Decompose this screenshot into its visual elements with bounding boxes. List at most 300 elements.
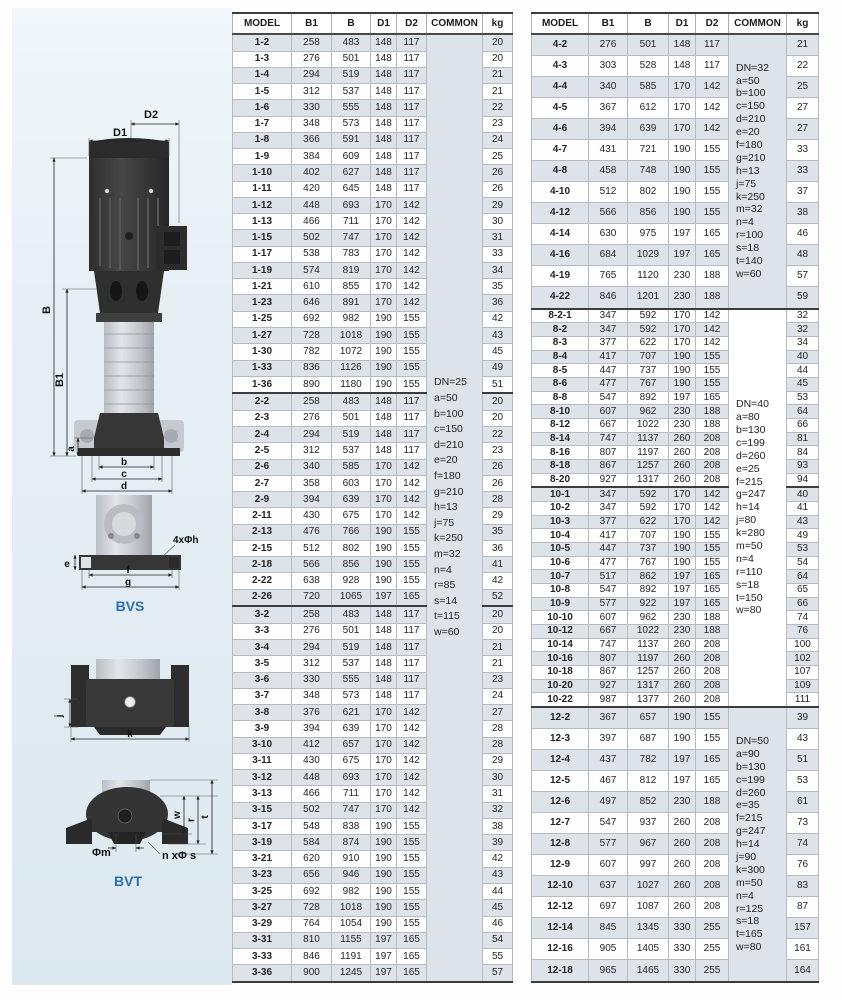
dim-cell: 657 xyxy=(332,737,371,753)
model-cell: 8-5 xyxy=(532,364,589,378)
dim-label-t: t xyxy=(200,815,211,819)
dim-cell: 764 xyxy=(292,916,332,932)
dim-cell: 190 xyxy=(371,376,397,393)
dim-cell: 1465 xyxy=(628,960,669,982)
dim-cell: 142 xyxy=(397,786,427,802)
dim-cell: 190 xyxy=(669,543,696,557)
dim-cell: 1027 xyxy=(628,876,669,897)
dim-cell: 376 xyxy=(292,705,332,721)
dim-cell: 190 xyxy=(371,540,397,556)
dim-cell: 188 xyxy=(696,266,729,287)
common-dimensions-cell: DN=25 a=50 b=100 c=150 d=210 e=20 f=180 g=210 h=13 j=75 k=250 m=32 n=4 r=85 s=14 t=115 w=60 xyxy=(427,34,483,982)
weight-cell: 25 xyxy=(483,149,513,165)
dim-cell: 458 xyxy=(589,161,628,182)
dim-cell: 260 xyxy=(669,679,696,693)
dim-cell: 148 xyxy=(371,100,397,116)
dim-cell: 483 xyxy=(332,393,371,410)
dim-cell: 1137 xyxy=(628,638,669,652)
dim-cell: 142 xyxy=(397,279,427,295)
dim-cell: 190 xyxy=(371,916,397,932)
dim-cell: 812 xyxy=(628,771,669,792)
col-header-b: B xyxy=(332,13,371,34)
model-cell: 12-18 xyxy=(532,960,589,982)
model-cell: 8-10 xyxy=(532,405,589,419)
dim-cell: 348 xyxy=(292,116,332,132)
dim-cell: 155 xyxy=(397,818,427,834)
spec-row-4-2 xyxy=(532,34,819,56)
dim-cell: 675 xyxy=(332,508,371,524)
model-cell: 3-2 xyxy=(233,606,292,623)
dim-cell: 260 xyxy=(669,876,696,897)
model-cell: 1-17 xyxy=(233,246,292,262)
dim-cell: 982 xyxy=(332,883,371,899)
dim-cell: 767 xyxy=(628,377,669,391)
dim-cell: 862 xyxy=(628,570,669,584)
dim-cell: 260 xyxy=(669,459,696,473)
dim-cell: 155 xyxy=(397,557,427,573)
weight-cell: 27 xyxy=(483,705,513,721)
dim-cell: 922 xyxy=(628,597,669,611)
weight-cell: 34 xyxy=(483,262,513,278)
col-header-kg: kg xyxy=(787,13,819,34)
dim-cell: 155 xyxy=(696,140,729,161)
dim-cell: 867 xyxy=(589,459,628,473)
dim-cell: 501 xyxy=(332,51,371,67)
weight-cell: 42 xyxy=(483,851,513,867)
dim-cell: 260 xyxy=(669,432,696,446)
dim-cell: 148 xyxy=(371,67,397,83)
dim-cell: 255 xyxy=(696,960,729,982)
model-cell: 8-6 xyxy=(532,377,589,391)
weight-cell: 21 xyxy=(483,640,513,656)
dim-cell: 117 xyxy=(397,181,427,197)
col-header-kg: kg xyxy=(483,13,513,34)
dim-cell: 538 xyxy=(292,246,332,262)
weight-cell: 43 xyxy=(787,729,819,750)
weight-cell: 40 xyxy=(787,487,819,501)
dim-cell: 891 xyxy=(332,295,371,311)
dim-cell: 483 xyxy=(332,34,371,51)
dim-cell: 165 xyxy=(696,750,729,771)
model-cell: 12-8 xyxy=(532,834,589,855)
dim-cell: 258 xyxy=(292,393,332,410)
model-cell: 8-2-1 xyxy=(532,309,589,323)
dim-cell: 230 xyxy=(669,287,696,309)
model-cell: 1-33 xyxy=(233,360,292,376)
dim-cell: 622 xyxy=(628,515,669,529)
dim-label-w: w xyxy=(172,811,183,819)
dim-cell: 190 xyxy=(371,900,397,916)
dim-label-bolts: 4xΦh xyxy=(173,535,199,546)
model-cell: 4-10 xyxy=(532,182,589,203)
dim-cell: 230 xyxy=(669,266,696,287)
dim-cell: 197 xyxy=(669,597,696,611)
dim-cell: 190 xyxy=(669,377,696,391)
dim-cell: 1120 xyxy=(628,266,669,287)
dim-cell: 927 xyxy=(589,679,628,693)
dim-cell: 260 xyxy=(669,473,696,487)
dim-cell: 208 xyxy=(696,876,729,897)
model-cell: 10-1 xyxy=(532,487,589,501)
dim-cell: 190 xyxy=(669,203,696,224)
dim-cell: 819 xyxy=(332,262,371,278)
dim-cell: 148 xyxy=(371,656,397,672)
model-cell: 1-15 xyxy=(233,230,292,246)
dim-cell: 747 xyxy=(589,432,628,446)
dim-cell: 170 xyxy=(669,487,696,501)
dim-cell: 148 xyxy=(371,132,397,148)
dim-cell: 512 xyxy=(292,540,332,556)
bvt-caption: BVT xyxy=(114,873,142,889)
dim-cell: 782 xyxy=(292,344,332,360)
model-cell: 12-16 xyxy=(532,939,589,960)
weight-cell: 38 xyxy=(483,818,513,834)
dim-cell: 170 xyxy=(371,508,397,524)
weight-cell: 33 xyxy=(483,246,513,262)
dim-cell: 190 xyxy=(669,707,696,729)
dim-cell: 294 xyxy=(292,640,332,656)
col-header-b: B xyxy=(628,13,669,34)
weight-cell: 20 xyxy=(483,623,513,639)
weight-cell: 54 xyxy=(787,556,819,570)
weight-cell: 45 xyxy=(787,377,819,391)
weight-cell: 26 xyxy=(483,475,513,491)
weight-cell: 35 xyxy=(483,279,513,295)
dim-cell: 197 xyxy=(371,949,397,965)
dim-cell: 1137 xyxy=(628,432,669,446)
dim-cell: 1022 xyxy=(628,418,669,432)
model-cell: 1-6 xyxy=(233,100,292,116)
dim-cell: 197 xyxy=(669,584,696,598)
dim-cell: 519 xyxy=(332,640,371,656)
dim-cell: 892 xyxy=(628,584,669,598)
dim-cell: 721 xyxy=(628,140,669,161)
weight-cell: 43 xyxy=(483,328,513,344)
dim-cell: 170 xyxy=(371,459,397,475)
dim-cell: 667 xyxy=(589,625,628,639)
dim-cell: 155 xyxy=(397,851,427,867)
dim-cell: 188 xyxy=(696,611,729,625)
common-dimensions-cell: DN=32 a=50 b=100 c=150 d=210 e=20 f=180 g=210 h=13 j=75 k=250 m=32 n=4 r=100 s=18 t=140 w=60 xyxy=(729,34,787,309)
dim-cell: 592 xyxy=(628,502,669,516)
dim-cell: 637 xyxy=(589,876,628,897)
dim-cell: 987 xyxy=(589,693,628,707)
weight-cell: 53 xyxy=(787,391,819,405)
dim-cell: 148 xyxy=(371,149,397,165)
dim-cell: 170 xyxy=(669,119,696,140)
dim-cell: 402 xyxy=(292,165,332,181)
dim-cell: 765 xyxy=(589,266,628,287)
model-cell: 4-3 xyxy=(532,56,589,77)
dim-label-f: f xyxy=(126,565,130,576)
dim-cell: 430 xyxy=(292,508,332,524)
model-cell: 8-4 xyxy=(532,350,589,364)
weight-cell: 111 xyxy=(787,693,819,707)
weight-cell: 36 xyxy=(483,295,513,311)
dim-cell: 512 xyxy=(589,182,628,203)
dim-cell: 148 xyxy=(371,410,397,426)
dim-cell: 548 xyxy=(292,818,332,834)
dim-cell: 675 xyxy=(332,753,371,769)
model-cell: 8-12 xyxy=(532,418,589,432)
dim-cell: 856 xyxy=(628,203,669,224)
model-cell: 3-25 xyxy=(233,883,292,899)
dim-label-d1: D1 xyxy=(113,127,128,139)
model-cell: 10-22 xyxy=(532,693,589,707)
dim-cell: 997 xyxy=(628,855,669,876)
model-cell: 2-11 xyxy=(233,508,292,524)
dim-cell: 584 xyxy=(292,835,332,851)
dim-cell: 190 xyxy=(371,557,397,573)
weight-cell: 74 xyxy=(787,611,819,625)
dim-cell: 447 xyxy=(589,543,628,557)
col-header-d1: D1 xyxy=(371,13,397,34)
model-cell: 1-3 xyxy=(233,51,292,67)
dim-cell: 117 xyxy=(397,132,427,148)
dim-cell: 170 xyxy=(371,214,397,230)
model-cell: 3-21 xyxy=(233,851,292,867)
weight-cell: 84 xyxy=(787,446,819,460)
model-cell: 1-23 xyxy=(233,295,292,311)
bvs-base-drawing xyxy=(64,495,198,614)
dim-cell: 448 xyxy=(292,197,332,213)
model-cell: 2-22 xyxy=(233,573,292,589)
dim-cell: 142 xyxy=(397,802,427,818)
weight-cell: 100 xyxy=(787,638,819,652)
dim-cell: 148 xyxy=(371,443,397,459)
model-cell: 4-4 xyxy=(532,77,589,98)
dim-cell: 142 xyxy=(397,214,427,230)
dim-cell: 190 xyxy=(371,835,397,851)
dim-cell: 170 xyxy=(669,515,696,529)
dim-cell: 197 xyxy=(669,570,696,584)
dim-cell: 802 xyxy=(628,182,669,203)
model-cell: 10-7 xyxy=(532,570,589,584)
dim-cell: 148 xyxy=(371,34,397,51)
dim-cell: 142 xyxy=(397,230,427,246)
dim-cell: 303 xyxy=(589,56,628,77)
weight-cell: 164 xyxy=(787,960,819,982)
col-header-b1: B1 xyxy=(589,13,628,34)
weight-cell: 21 xyxy=(483,84,513,100)
dim-cell: 607 xyxy=(589,611,628,625)
model-cell: 1-2 xyxy=(233,34,292,51)
weight-cell: 83 xyxy=(787,876,819,897)
dim-cell: 340 xyxy=(292,459,332,475)
weight-cell: 55 xyxy=(483,949,513,965)
dim-cell: 1317 xyxy=(628,473,669,487)
dim-cell: 1126 xyxy=(332,360,371,376)
dim-cell: 501 xyxy=(628,34,669,56)
dim-cell: 852 xyxy=(628,792,669,813)
dim-cell: 155 xyxy=(397,835,427,851)
model-cell: 4-12 xyxy=(532,203,589,224)
weight-cell: 21 xyxy=(483,656,513,672)
dim-cell: 720 xyxy=(292,589,332,606)
dim-cell: 502 xyxy=(292,802,332,818)
dim-cell: 1072 xyxy=(332,344,371,360)
weight-cell: 65 xyxy=(787,584,819,598)
weight-cell: 23 xyxy=(483,116,513,132)
dim-cell: 190 xyxy=(371,360,397,376)
dim-cell: 347 xyxy=(589,502,628,516)
dim-cell: 537 xyxy=(332,443,371,459)
dim-cell: 148 xyxy=(371,606,397,623)
dim-cell: 190 xyxy=(371,344,397,360)
model-cell: 3-8 xyxy=(233,705,292,721)
model-cell: 12-12 xyxy=(532,897,589,918)
model-cell: 3-15 xyxy=(233,802,292,818)
model-cell: 1-9 xyxy=(233,149,292,165)
dim-cell: 260 xyxy=(669,665,696,679)
dim-cell: 197 xyxy=(669,750,696,771)
dim-cell: 190 xyxy=(669,529,696,543)
dim-cell: 165 xyxy=(696,771,729,792)
dim-label-b: B xyxy=(41,306,53,314)
weight-cell: 76 xyxy=(787,855,819,876)
dim-cell: 208 xyxy=(696,432,729,446)
dim-cell: 260 xyxy=(669,897,696,918)
weight-cell: 23 xyxy=(483,672,513,688)
dim-cell: 155 xyxy=(397,573,427,589)
dim-cell: 1317 xyxy=(628,679,669,693)
dim-cell: 603 xyxy=(332,475,371,491)
dim-cell: 466 xyxy=(292,214,332,230)
model-cell: 2-26 xyxy=(233,589,292,606)
dim-cell: 260 xyxy=(669,693,696,707)
weight-cell: 46 xyxy=(483,916,513,932)
dim-cell: 155 xyxy=(696,529,729,543)
dim-cell: 255 xyxy=(696,918,729,939)
weight-cell: 61 xyxy=(787,792,819,813)
col-header-b1: B1 xyxy=(292,13,332,34)
dim-cell: 208 xyxy=(696,665,729,679)
dim-cell: 170 xyxy=(371,802,397,818)
dim-cell: 621 xyxy=(332,705,371,721)
model-cell: 4-5 xyxy=(532,98,589,119)
dim-cell: 142 xyxy=(397,705,427,721)
model-cell: 3-7 xyxy=(233,688,292,704)
model-cell: 3-11 xyxy=(233,753,292,769)
dim-cell: 384 xyxy=(292,149,332,165)
dim-cell: 142 xyxy=(397,753,427,769)
dim-cell: 117 xyxy=(397,149,427,165)
dim-cell: 155 xyxy=(397,328,427,344)
weight-cell: 74 xyxy=(787,834,819,855)
weight-cell: 38 xyxy=(787,203,819,224)
model-cell: 10-16 xyxy=(532,652,589,666)
dim-cell: 190 xyxy=(371,311,397,327)
col-header-common: COMMON xyxy=(427,13,483,34)
dim-label-g: g xyxy=(124,577,132,588)
dim-cell: 190 xyxy=(669,364,696,378)
dim-cell: 394 xyxy=(589,119,628,140)
model-cell: 3-27 xyxy=(233,900,292,916)
dim-cell: 142 xyxy=(696,502,729,516)
dim-cell: 890 xyxy=(292,376,332,393)
dim-cell: 547 xyxy=(589,391,628,405)
model-cell: 1-36 xyxy=(233,376,292,393)
dim-cell: 1054 xyxy=(332,916,371,932)
dim-cell: 142 xyxy=(696,98,729,119)
weight-cell: 102 xyxy=(787,652,819,666)
weight-cell: 39 xyxy=(787,707,819,729)
dim-cell: 155 xyxy=(696,350,729,364)
dim-cell: 148 xyxy=(371,688,397,704)
dim-cell: 1345 xyxy=(628,918,669,939)
dim-cell: 962 xyxy=(628,611,669,625)
dim-label-r: r xyxy=(186,818,197,822)
dim-cell: 190 xyxy=(371,867,397,883)
dim-cell: 607 xyxy=(589,405,628,419)
dim-cell: 117 xyxy=(397,100,427,116)
weight-cell: 32 xyxy=(483,802,513,818)
model-cell: 10-12 xyxy=(532,625,589,639)
dim-cell: 142 xyxy=(397,475,427,491)
dim-cell: 165 xyxy=(397,965,427,982)
dim-cell: 330 xyxy=(669,960,696,982)
dim-cell: 208 xyxy=(696,897,729,918)
model-cell: 4-22 xyxy=(532,287,589,309)
weight-cell: 27 xyxy=(787,119,819,140)
dim-cell: 208 xyxy=(696,813,729,834)
dim-cell: 707 xyxy=(628,350,669,364)
dim-cell: 856 xyxy=(332,557,371,573)
weight-cell: 45 xyxy=(483,344,513,360)
dim-cell: 566 xyxy=(589,203,628,224)
dim-cell: 810 xyxy=(292,932,332,948)
dim-label-k: k xyxy=(127,729,133,740)
weight-cell: 49 xyxy=(483,360,513,376)
dim-cell: 155 xyxy=(696,707,729,729)
model-cell: 10-2 xyxy=(532,502,589,516)
dim-cell: 728 xyxy=(292,900,332,916)
dim-cell: 142 xyxy=(397,508,427,524)
dim-cell: 347 xyxy=(589,309,628,323)
dim-cell: 117 xyxy=(397,656,427,672)
dim-cell: 170 xyxy=(371,721,397,737)
model-cell: 10-18 xyxy=(532,665,589,679)
dim-cell: 155 xyxy=(696,364,729,378)
weight-cell: 53 xyxy=(787,543,819,557)
dim-cell: 155 xyxy=(397,376,427,393)
model-cell: 10-14 xyxy=(532,638,589,652)
dim-cell: 965 xyxy=(589,960,628,982)
dim-cell: 190 xyxy=(669,182,696,203)
dim-cell: 692 xyxy=(292,311,332,327)
dim-cell: 330 xyxy=(292,672,332,688)
weight-cell: 109 xyxy=(787,679,819,693)
common-dimensions-cell: DN=40 a=80 b=130 c=199 d=260 e=25 f=215 g=247 h=14 j=80 k=280 m=50 n=4 r=110 s=18 t=150 w=80 xyxy=(729,309,787,708)
common-dimensions-cell: DN=50 a=90 b=130 c=199 d=260 e=35 f=215 g=247 h=14 j=90 k=300 m=50 n=4 r=125 s=18 t=165 w=80 xyxy=(729,707,787,982)
weight-cell: 23 xyxy=(483,443,513,459)
dim-cell: 165 xyxy=(696,245,729,266)
dim-cell: 467 xyxy=(589,771,628,792)
weight-cell: 57 xyxy=(483,965,513,982)
dim-cell: 975 xyxy=(628,224,669,245)
dim-cell: 417 xyxy=(589,350,628,364)
dim-cell: 347 xyxy=(589,323,628,337)
dim-cell: 573 xyxy=(332,116,371,132)
dim-label-s: n xΦ s xyxy=(162,850,197,862)
dim-cell: 1201 xyxy=(628,287,669,309)
model-cell: 12-10 xyxy=(532,876,589,897)
dim-cell: 197 xyxy=(669,771,696,792)
weight-cell: 29 xyxy=(483,197,513,213)
model-cell: 3-5 xyxy=(233,656,292,672)
dim-cell: 476 xyxy=(292,524,332,540)
model-cell: 3-3 xyxy=(233,623,292,639)
